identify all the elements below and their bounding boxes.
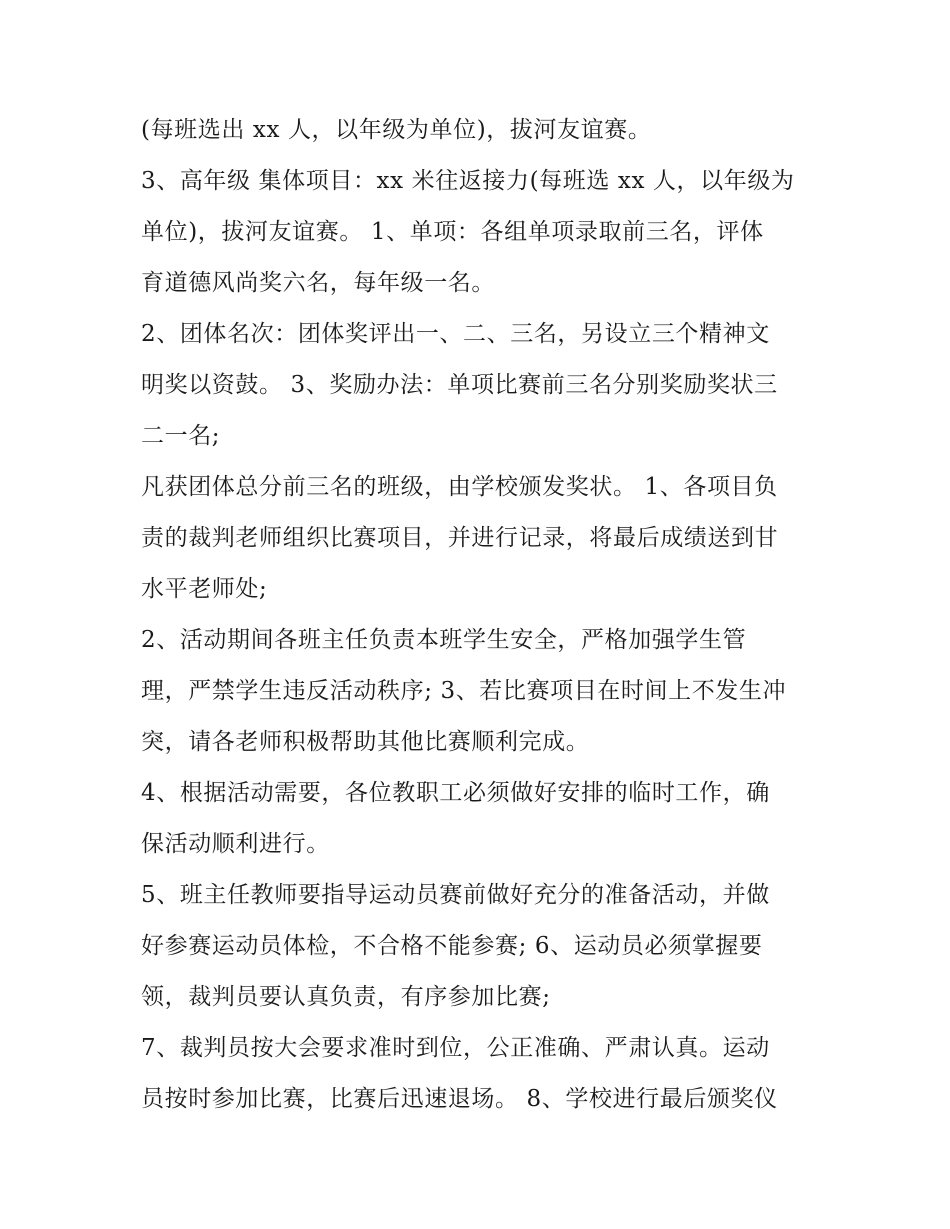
text-line: 明奖以资鼓。 3、奖励办法：单项比赛前三名分别奖励奖状三 (141, 372, 778, 398)
text-line: 责的裁判老师组织比赛项目，并进行记录，将最后成绩送到甘 (141, 525, 779, 551)
text-line: 员按时参加比赛，比赛后迅速退场。 8、学校进行最后颁奖仪 (141, 1086, 778, 1112)
text-line: 理，严禁学生违反活动秩序; 3、若比赛项目在时间上不发生冲 (141, 678, 787, 704)
text-line: 5、班主任教师要指导运动员赛前做好充分的准备活动，并做 (141, 882, 770, 908)
text-line: 领，裁判员要认真负责，有序参加比赛; (141, 984, 551, 1010)
text-line: 单位)，拔河友谊赛。 1、单项：各组单项录取前三名，评体 (141, 219, 764, 245)
text-line: 4、根据活动需要，各位教职工必须做好安排的临时工作，确 (141, 780, 770, 806)
text-line: 保活动顺利进行。 (141, 831, 330, 857)
text-line: 育道德风尚奖六名，每年级一名。 (141, 270, 495, 296)
text-line: 突，请各老师积极帮助其他比赛顺利完成。 (141, 729, 590, 755)
text-line: 二一名; (141, 423, 221, 449)
text-line: 3、高年级 集体项目：xx 米往返接力(每班选 xx 人，以年级为 (141, 168, 795, 194)
text-line: 好参赛运动员体检，不合格不能参赛; 6、运动员必须掌握要 (141, 933, 763, 959)
document-body (141, 105, 821, 1125)
text-line: (每班选出 xx 人，以年级为单位)，拔河友谊赛。 (141, 117, 652, 143)
text-line: 7、裁判员按大会要求准时到位，公正准确、严肃认真。运动 (141, 1035, 770, 1061)
text-line: 2、团体名次：团体奖评出一、二、三名，另设立三个精神文 (141, 321, 770, 347)
text-line: 凡获团体总分前三名的班级，由学校颁发奖状。 1、各项目负 (141, 474, 778, 500)
text-line: 水平老师处; (141, 576, 268, 602)
text-line: 2、活动期间各班主任负责本班学生安全，严格加强学生管 (141, 627, 747, 653)
